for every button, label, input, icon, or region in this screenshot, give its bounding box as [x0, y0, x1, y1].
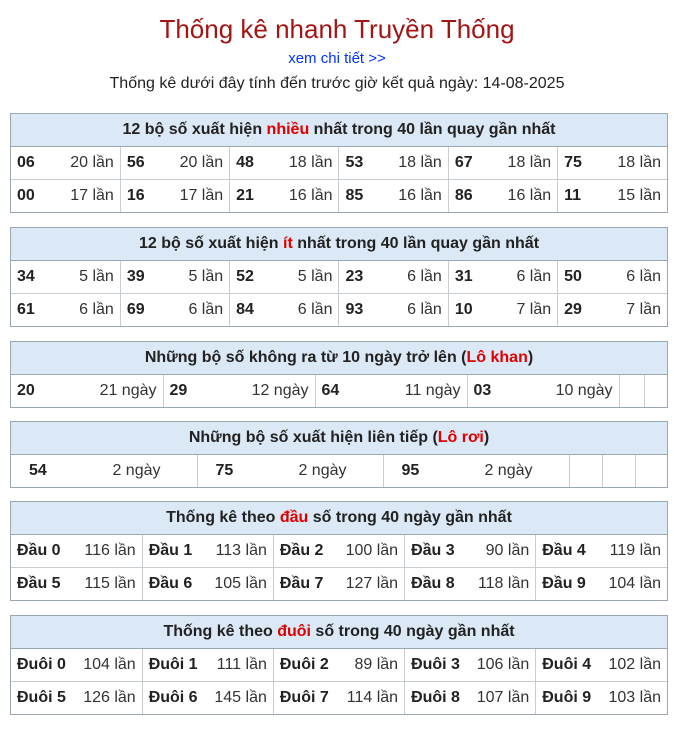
digit-count: 104 lần — [83, 656, 136, 673]
pair-number: 67 — [454, 154, 473, 171]
pair-number: 56 — [126, 154, 145, 171]
pair-number: 50 — [564, 268, 582, 285]
pair-number: 52 — [236, 268, 254, 285]
pair-count: 6 lần — [407, 268, 442, 285]
most-frequent-table — [11, 147, 667, 212]
digit-count: 89 lần — [354, 656, 399, 673]
pair-count: 7 lần — [516, 301, 552, 318]
table-row — [11, 375, 669, 407]
table-row — [11, 682, 667, 715]
head-digit-header: Thống kê theo đầu số trong 40 ngày gần nhất — [11, 502, 667, 535]
pair-number: 20 — [17, 382, 35, 399]
pair-count: 6 lần — [516, 268, 552, 285]
digit-label: Đầu 8 — [411, 575, 455, 592]
pair-number: 75 — [564, 154, 582, 171]
digit-label: Đầu 5 — [17, 575, 61, 592]
pair-number: 53 — [345, 154, 364, 171]
digit-count: 90 lần — [485, 542, 530, 559]
pair-count: 15 lần — [617, 187, 661, 204]
pair-days: 12 ngày — [251, 382, 309, 399]
digit-label: Đầu 1 — [148, 542, 193, 559]
pair-days: 10 ngày — [555, 382, 613, 399]
most-frequent-section — [10, 113, 668, 213]
pair-number: 48 — [236, 154, 254, 171]
pair-number: 31 — [454, 268, 473, 285]
lo-khan-header: Những bộ số không ra từ 10 ngày trở lên (Lô khan) — [11, 342, 667, 375]
digit-label: Đuôi 6 — [148, 689, 198, 706]
empty-cell — [644, 375, 669, 407]
digit-label: Đầu 4 — [542, 542, 586, 559]
pair-number: 54 — [29, 462, 47, 479]
digit-label: Đầu 0 — [17, 542, 61, 559]
least-frequent-header: 12 bộ số xuất hiện ít nhất trong 40 lần quay gần nhất — [11, 228, 667, 261]
pair-number: 23 — [345, 268, 364, 285]
date-description: Thống kê dưới đây tính đến trước giờ kết quả ngày: 14-08-2025 — [109, 75, 565, 92]
head-digit-section — [10, 501, 668, 601]
lo-khan-table — [11, 375, 669, 407]
pair-count: 5 lần — [297, 268, 333, 285]
most-frequent-header: 12 bộ số xuất hiện nhiều nhất trong 40 lần quay gần nhất — [11, 114, 667, 147]
table-row — [11, 261, 667, 294]
pair-count: 6 lần — [297, 301, 333, 318]
digit-count: 126 lần — [83, 689, 136, 706]
tail-digit-header: Thống kê theo đuôi số trong 40 ngày gần nhất — [11, 616, 667, 649]
pair-number: 34 — [17, 268, 35, 285]
pair-days: 2 ngày — [298, 462, 347, 479]
details-link[interactable]: xem chi tiết >> — [288, 50, 386, 67]
digit-label: Đuôi 5 — [17, 689, 66, 706]
table-row — [11, 649, 667, 682]
pair-number: 29 — [564, 301, 582, 318]
empty-cell — [569, 455, 602, 487]
pair-number: 75 — [215, 462, 234, 479]
pair-number: 69 — [126, 301, 145, 318]
lo-roi-header: Những bộ số xuất hiện liên tiếp (Lô rơi) — [11, 422, 667, 455]
pair-number: 61 — [17, 301, 35, 318]
pair-days: 2 ngày — [112, 462, 161, 479]
pair-count: 18 lần — [617, 154, 661, 171]
pair-number: 39 — [126, 268, 145, 285]
digit-label: Đầu 9 — [542, 575, 586, 592]
pair-count: 17 lần — [70, 187, 114, 204]
pair-count: 20 lần — [70, 154, 114, 171]
digit-label: Đầu 3 — [411, 542, 455, 559]
pair-count: 16 lần — [507, 187, 552, 204]
pair-number: 06 — [17, 154, 35, 171]
digit-label: Đuôi 1 — [148, 656, 198, 673]
empty-cell — [635, 455, 667, 487]
pair-count: 6 lần — [188, 301, 224, 318]
table-row — [11, 455, 667, 487]
pair-count: 6 lần — [407, 301, 442, 318]
page-title: Thống kê nhanh Truyền Thống — [159, 14, 515, 44]
lo-roi-table — [11, 455, 667, 487]
table-row — [11, 568, 667, 601]
pair-number: 64 — [321, 382, 340, 399]
pair-count: 6 lần — [626, 268, 661, 285]
pair-count: 16 lần — [398, 187, 442, 204]
pair-number: 10 — [454, 301, 473, 318]
pair-count: 18 lần — [398, 154, 442, 171]
pair-number: 00 — [17, 187, 35, 204]
pair-count: 18 lần — [507, 154, 552, 171]
pair-number: 86 — [454, 187, 473, 204]
digit-count: 111 lần — [216, 656, 267, 673]
pair-count: 17 lần — [179, 187, 224, 204]
pair-count: 5 lần — [79, 268, 114, 285]
tail-digit-table — [11, 649, 667, 714]
pair-count: 5 lần — [188, 268, 224, 285]
lo-khan-section — [10, 341, 668, 408]
digit-label: Đuôi 8 — [411, 689, 460, 706]
pair-number: 16 — [126, 187, 145, 204]
digit-count: 119 lần — [609, 542, 661, 559]
digit-count: 106 lần — [476, 656, 530, 673]
digit-label: Đầu 6 — [148, 575, 193, 592]
head-digit-table — [11, 535, 667, 600]
pair-count: 20 lần — [179, 154, 224, 171]
digit-count: 104 lần — [608, 575, 661, 592]
digit-count: 115 lần — [84, 575, 136, 592]
table-row — [11, 180, 667, 213]
digit-label: Đuôi 3 — [411, 656, 460, 673]
pair-count: 16 lần — [288, 187, 333, 204]
digit-count: 100 lần — [345, 542, 399, 559]
pair-count: 7 lần — [626, 301, 661, 318]
pair-days: 11 ngày — [404, 382, 461, 399]
table-row — [11, 147, 667, 180]
pair-days: 21 ngày — [99, 382, 157, 399]
digit-count: 102 lần — [608, 656, 661, 673]
digit-count: 113 lần — [215, 542, 267, 559]
digit-label: Đuôi 0 — [17, 656, 66, 673]
lo-roi-section — [10, 421, 668, 488]
pair-count: 6 lần — [79, 301, 114, 318]
least-frequent-table — [11, 261, 667, 326]
digit-count: 118 lần — [477, 575, 530, 592]
tail-digit-section — [10, 615, 668, 715]
digit-label: Đầu 7 — [279, 575, 324, 592]
pair-number: 95 — [401, 462, 420, 479]
digit-count: 116 lần — [84, 542, 136, 559]
pair-number: 03 — [473, 382, 492, 399]
pair-number: 29 — [169, 382, 188, 399]
digit-count: 107 lần — [476, 689, 530, 706]
pair-number: 11 — [564, 187, 582, 204]
digit-label: Đuôi 2 — [279, 656, 329, 673]
pair-number: 85 — [345, 187, 364, 204]
least-frequent-section — [10, 227, 668, 327]
pair-number: 84 — [236, 301, 254, 318]
digit-label: Đuôi 7 — [279, 689, 329, 706]
empty-cell — [602, 455, 635, 487]
digit-count: 114 lần — [346, 689, 399, 706]
digit-label: Đuôi 9 — [542, 689, 592, 706]
table-row — [11, 535, 667, 568]
pair-number: 21 — [236, 187, 254, 204]
digit-count: 103 lần — [608, 689, 661, 706]
pair-number: 93 — [345, 301, 364, 318]
digit-count: 105 lần — [214, 575, 267, 592]
pair-count: 18 lần — [288, 154, 333, 171]
table-row — [11, 294, 667, 327]
digit-count: 127 lần — [345, 575, 399, 592]
digit-label: Đầu 2 — [279, 542, 324, 559]
pair-days: 2 ngày — [484, 462, 533, 479]
digit-count: 145 lần — [214, 689, 267, 706]
empty-cell — [619, 375, 644, 407]
digit-label: Đuôi 4 — [542, 656, 592, 673]
